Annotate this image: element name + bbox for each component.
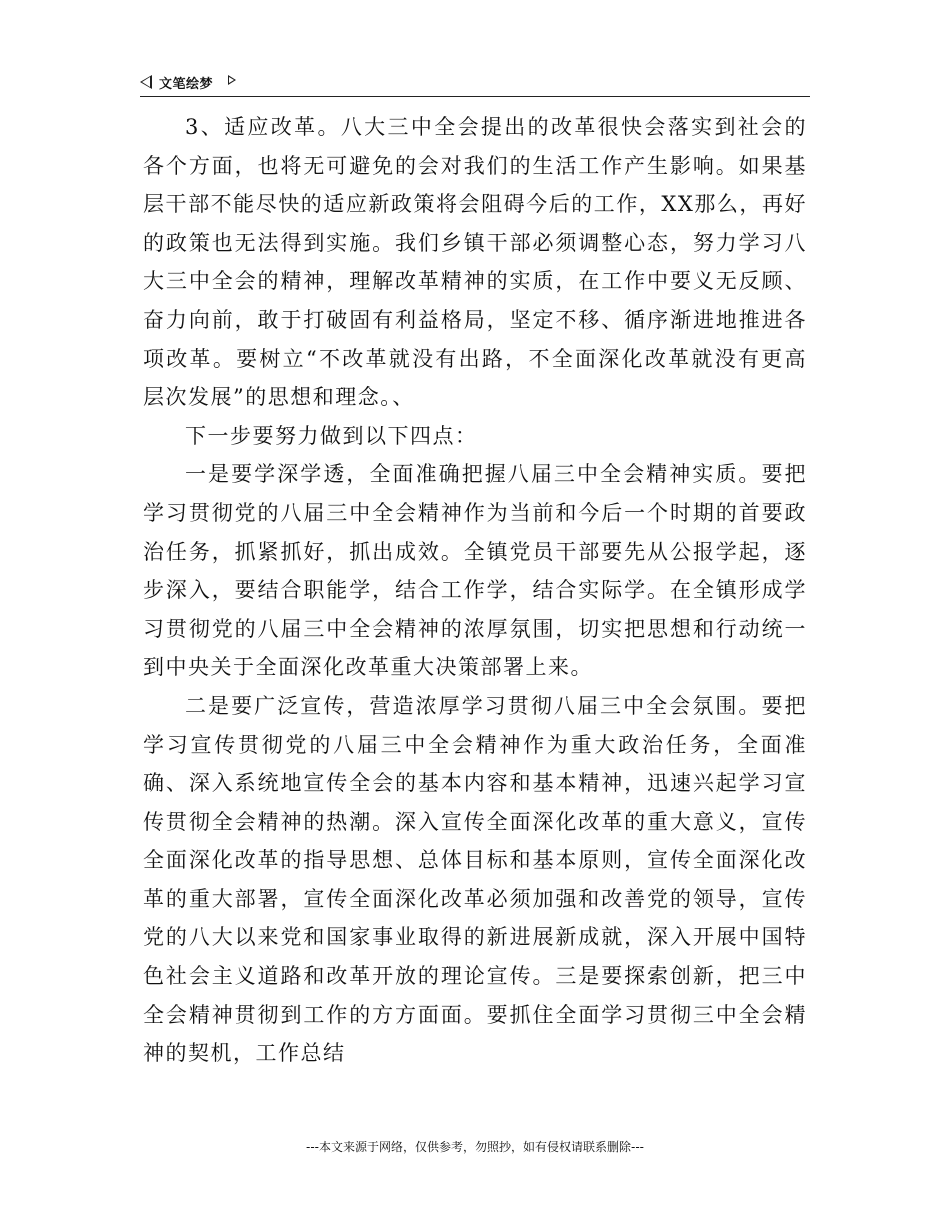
paragraph: 二是要广泛宣传，营造浓厚学习贯彻八届三中全会氛围。要把学习宣传贯彻党的八届三中全会精神作为重大政治任务，全面准确、深入系统地宣传全会的基本内容和基本精神，迅速兴起学习宣传贯彻全会精神的热潮。深入宣传全面深化改革的重大意义，宣传全面深化改革的指导思想、总体目标和基本原则，宣传全面深化改革的重大部署，宣传全面深化改革必须加强和改善党的领导，宣传党的八大以来党和国家事业取得的新进展新成就，深入开展中国特色社会主义道路和改革开放的理论宣传。三是要探索创新，把三中全会精神贯彻到工作的方方面面。要抓住全面学习贯彻三中全会精神的契机，工作总结 xyxy=(143,693,807,1066)
document-body xyxy=(143,108,807,1073)
paragraph: 3、适应改革。八大三中全会提出的改革很快会落实到社会的各个方面，也将无可避免的会对我们的生活工作产生影响。如果基层干部不能尽快的适应新政策将会阻碍今后的工作，XX那么，再好的政策也无法得到实施。我们乡镇干部必须调整心态，努力学习八大三中全会的精神，理解改革精神的实质，在工作中要义无反顾、奋力向前，敢于打破固有利益格局，坚定不移、循序渐进地推进各项改革。要树立“不改革就没有出路，不全面深化改革就没有更高层次发展”的思想和理念。、 xyxy=(143,115,807,410)
paragraph: 下一步要努力做到以下四点： xyxy=(185,423,478,448)
page-header xyxy=(140,72,810,97)
paragraph: 一是要学深学透，全面准确把握八届三中全会精神实质。要把学习贯彻党的八届三中全会精神作为当前和今后一个时期的首要政治任务，抓紧抓好，抓出成效。全镇党员干部要先从公报学起，逐步深入，要结合职能学，结合工作学，结合实际学。在全镇形成学习贯彻党的八届三中全会精神的浓厚氛围，切实把思想和行动统一到中央关于全面深化改革重大决策部署上来。 xyxy=(143,462,807,680)
page-footer: ---本文来源于网络，仅供参考，勿照抄，如有侵权请联系删除--- xyxy=(306,1140,644,1154)
header-brand: 文笔绘梦 xyxy=(159,77,214,92)
triangle-right-icon xyxy=(228,75,236,85)
triangle-left-icon xyxy=(140,75,152,89)
